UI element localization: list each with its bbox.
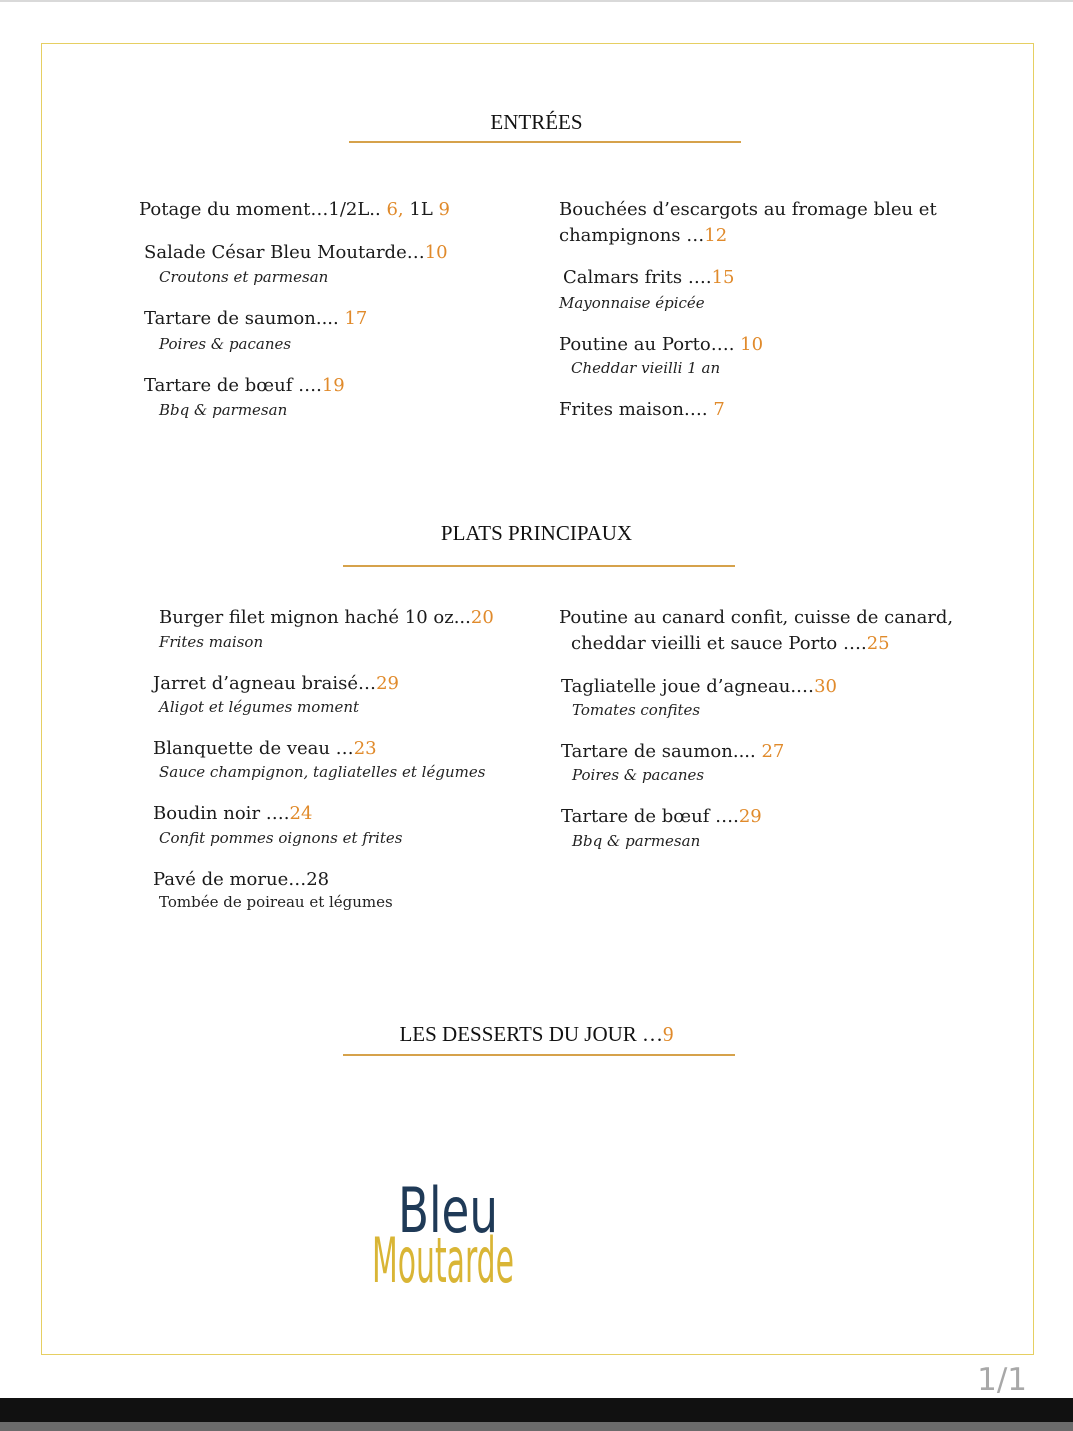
bleu-moutarde-logo (370, 1170, 530, 1300)
menu-item-tartare-boeuf: Tartare de bœuf ….19 (144, 375, 345, 396)
bottom-bar-lower (0, 1422, 1073, 1431)
menu-item-jarret: Jarret d’agneau braisé…29 (153, 673, 399, 694)
menu-item-tagliatelle: Tagliatelle joue d’agneau.…30 (561, 676, 837, 697)
menu-item-desc: Bbq & parmesan (572, 832, 701, 850)
menu-item-bouchees: Bouchées d’escargots au fromage bleu et champignons …12 (559, 199, 937, 246)
svg-text:Bleu: Bleu (398, 1174, 498, 1247)
entrees-rule (349, 141, 741, 143)
menu-item-tartare-boeuf-plat: Tartare de bœuf ….29 (561, 806, 762, 827)
menu-item-potage: Potage du moment…1/2L.. 6, 1L 9 (139, 199, 450, 220)
top-border (0, 0, 1073, 2)
menu-item-desc: Aligot et légumes moment (159, 698, 360, 716)
menu-item-desc: Confit pommes oignons et frites (159, 829, 403, 847)
menu-item-tartare-saumon-plat: Tartare de saumon.... 27 (561, 741, 785, 762)
menu-item-poutine-canard: Poutine au canard confit, cuisse de canard, cheddar vieilli et sauce Porto ….25 (559, 607, 954, 654)
plats-title: PLATS PRINCIPAUX (440, 521, 633, 545)
menu-item-boudin: Boudin noir ….24 (153, 803, 313, 824)
menu-item-desc: Croutons et parmesan (159, 268, 329, 286)
menu-item-desc: Sauce champignon, tagliatelles et légumes (159, 763, 486, 781)
menu-item-burger: Burger filet mignon haché 10 oz...20 (159, 607, 494, 628)
menu-item-desc: Poires & pacanes (572, 766, 705, 784)
page-counter: 1/1 (977, 1362, 1027, 1398)
menu-item-tartare-saumon: Tartare de saumon.... 17 (144, 308, 368, 329)
menu-item-blanquette: Blanquette de veau …23 (153, 738, 377, 759)
desserts-rule (343, 1054, 735, 1056)
menu-item-pave-morue: Pavé de morue…28 (153, 869, 330, 890)
entrees-title: ENTRÉES (490, 110, 583, 134)
menu-item-calmars: Calmars frits ….15 (563, 267, 735, 288)
menu-item-desc: Cheddar vieilli 1 an (571, 359, 721, 377)
svg-text:Moutarde: Moutarde (372, 1224, 514, 1297)
menu-item-frites: Frites maison…. 7 (559, 399, 725, 420)
bottom-bar (0, 1398, 1073, 1422)
menu-item-desc: Mayonnaise épicée (559, 294, 705, 312)
menu-item-desc: Bbq & parmesan (159, 401, 288, 419)
desserts-title: LES DESSERTS DU JOUR …9 (399, 1022, 674, 1046)
menu-item-poutine-porto: Poutine au Porto…. 10 (559, 334, 764, 355)
menu-item-desc: Tombée de poireau et légumes (159, 893, 393, 911)
plats-rule (343, 565, 735, 567)
menu-item-desc: Tomates confites (572, 701, 701, 719)
menu-item-desc: Poires & pacanes (159, 335, 292, 353)
menu-item-desc: Frites maison (159, 633, 264, 651)
menu-item-salade-cesar: Salade César Bleu Moutarde…10 (144, 242, 448, 263)
